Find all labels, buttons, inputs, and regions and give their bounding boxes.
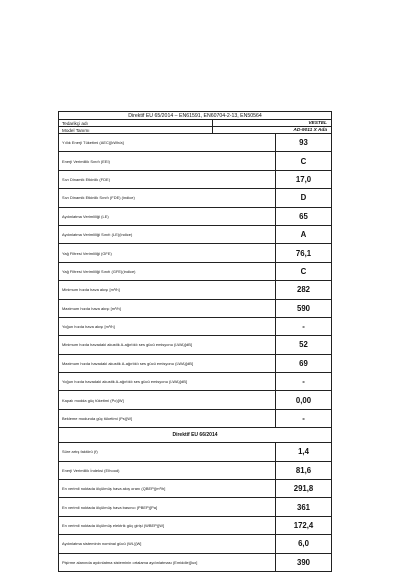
row-label: Yoğun hızda havadaki akustik A-ağırlıklı ses gücü emisyonu (LWA)[dB] <box>59 373 276 390</box>
model-value: AD-9011 X Ada <box>293 127 327 133</box>
row-label: Yoğun hızda hava akışı [m³/h] <box>59 318 276 335</box>
table-row <box>59 390 331 408</box>
row-label: Aydınlatma sisteminin nominal gücü (WL)[W] <box>59 535 276 552</box>
row-value: 291,8 <box>293 484 314 494</box>
row-label: En verimli noktada ölçülmüş elektrik güç girişi (WBEP)[W] <box>59 517 276 534</box>
row-value: 65 <box>299 211 308 221</box>
table-row <box>59 317 331 335</box>
row-label: En verimli noktada ölçülmüş hava akış oranı (QBEP)[m³/h] <box>59 480 276 497</box>
row-label: Minimum hızda hava akışı [m³/h] <box>59 281 276 298</box>
row-value: 172,4 <box>293 521 314 530</box>
table-row <box>59 207 331 225</box>
model-label: Model Tanımı <box>59 127 213 133</box>
row-label: Bekleme modunda güç tüketimi (Ps)[W] <box>59 410 276 427</box>
row-label: Maximum hızda havadaki akustik A-ağırlıklı ses gücü emisyonu (LWA)[dB] <box>59 355 276 372</box>
row-label: Minimum hızda havadaki akustik A-ağırlıklı ses gücü emisyonu (LWA)[dB] <box>59 336 276 353</box>
table-row <box>59 354 331 372</box>
table-row <box>59 299 331 317</box>
table-row <box>59 188 331 206</box>
directive-title: Direktif EU 65/2014 – EN61591, EN60704-2-13, EN50564 <box>128 112 262 119</box>
supplier-value: VESTEL <box>308 120 327 126</box>
table-row <box>59 243 331 261</box>
table-row <box>59 372 331 390</box>
supplier-row <box>59 119 331 126</box>
table-row <box>59 442 331 460</box>
row-value: 69 <box>299 358 308 368</box>
title-row <box>59 111 331 119</box>
table-row <box>59 280 331 298</box>
row-label: Kapalı modda güç tüketimi (Po)[W] <box>59 391 276 408</box>
row-value: 282 <box>296 285 310 295</box>
row-label: Aydınlatma Verimliliği (LE) <box>59 208 276 225</box>
table-row <box>59 534 331 552</box>
row-value: A <box>300 230 307 240</box>
row-value: D <box>300 193 307 203</box>
row-value: 52 <box>299 340 308 350</box>
table-row <box>59 151 331 169</box>
row-value: C <box>300 266 307 276</box>
row-value: C <box>300 156 307 166</box>
data-sheet <box>58 111 332 572</box>
table-row <box>59 409 331 427</box>
row-value: 81,6 <box>295 465 312 475</box>
row-value: 1,4 <box>298 447 309 457</box>
row-value: 6,0 <box>298 539 309 549</box>
row-label: Yağ Filtresi Verimliliği Sınıfı (GFE)(indice) <box>59 263 276 280</box>
row-label: En verimli noktada ölçülmüş hava basıncı (PBEP)[Pa] <box>59 498 276 515</box>
section-row <box>59 427 331 442</box>
section-title: Direktif EU 66/2014 <box>172 432 218 439</box>
table-row <box>59 225 331 243</box>
row-value: 390 <box>296 557 310 567</box>
row-label: Maximum hızda hava akışı [m³/h] <box>59 300 276 317</box>
row-label: Yağ Filtresi Verimliliği (GFE) <box>59 244 276 261</box>
model-row <box>59 126 331 133</box>
row-label: Enerji Verimlilik İndeksi (EIhood) <box>59 462 276 479</box>
table-row <box>59 170 331 188</box>
row-value: 17,0 <box>295 174 312 184</box>
row-value: 0,00 <box>295 395 312 405</box>
table-row <box>59 553 331 571</box>
row-label: Enerji Verimlilik Sınıfı (EEI) <box>59 152 276 169</box>
row-value: 590 <box>296 303 310 313</box>
table-row <box>59 133 331 151</box>
table-row <box>59 479 331 497</box>
table-row <box>59 335 331 353</box>
row-label: Yıllık Enerji Tüketimi (AEC)[kWh/a] <box>59 134 276 151</box>
row-label: Süre artış faktörü (f) <box>59 443 276 460</box>
row-value: 93 <box>299 138 308 148</box>
table-row <box>59 262 331 280</box>
table-row <box>59 461 331 479</box>
row-label: Sıvı Dinamik Etkinlik (FDE) <box>59 171 276 188</box>
table-row <box>59 497 331 515</box>
row-label: Sıvı Dinamik Etkinlik Sınıfı (FDE) (indice) <box>59 189 276 206</box>
row-value: 76,1 <box>295 248 312 258</box>
supplier-label: Tedarikçi adı <box>59 120 213 126</box>
row-value: - <box>302 377 305 387</box>
row-value: - <box>302 414 305 424</box>
table-row <box>59 516 331 534</box>
row-label: Pişirme alanında aydınlatma sisteminin ortalama aydınlatması (Emiddle)[lux] <box>59 554 276 571</box>
row-value: - <box>302 322 305 332</box>
row-label: Aydınlatma Verimliliği Sınıfı (LE)(indice) <box>59 226 276 243</box>
row-value: 361 <box>296 502 310 512</box>
